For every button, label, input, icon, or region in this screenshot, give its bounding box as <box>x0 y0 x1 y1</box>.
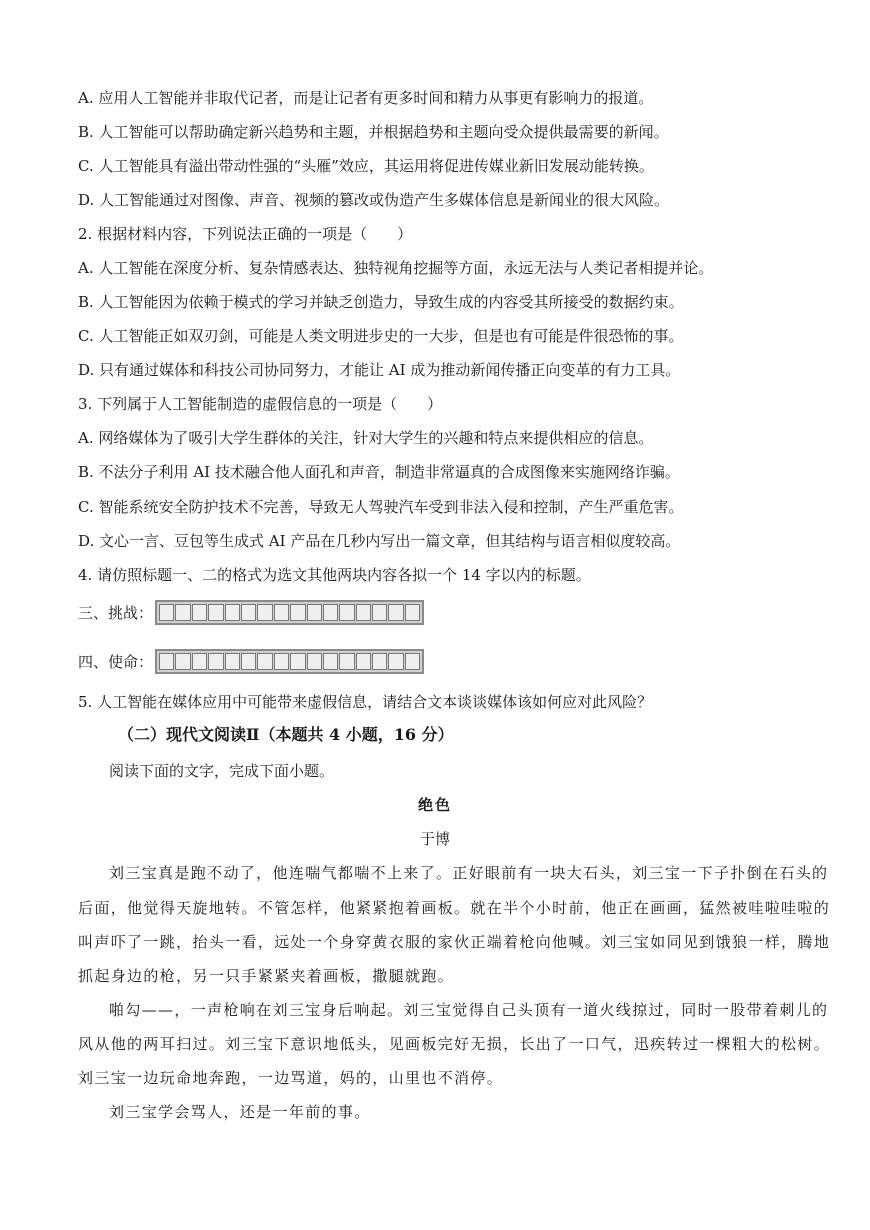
story-title: 绝色 <box>417 796 452 814</box>
story-line: 风从他的两耳扫过。刘三宝下意识地低头，见画板完好无损，长出了一口气，迅疾转过一棵粗大的松树。 <box>78 1035 831 1053</box>
q1-option-b: B. 人工智能可以帮助确定新兴趋势和主题，并根据趋势和主题向受众提供最需要的新闻。 <box>78 123 669 141</box>
q1-option-c: C. 人工智能具有溢出带动性强的“头雁”效应，其运用将促进传媒业新旧发展动能转换。 <box>78 157 654 175</box>
story-line: 刘三宝学会骂人，还是一年前的事。 <box>109 1103 371 1121</box>
q2-option-c: C. 人工智能正如双刃剑，可能是人类文明进步史的一大步，但是也有可能是件很恐怖的事。 <box>78 327 684 345</box>
blank-label-3: 三、挑战： <box>78 603 154 622</box>
section-heading: （二）现代文阅读Ⅱ（本题共 4 小题，16 分） <box>118 725 454 744</box>
answer-grid-3[interactable] <box>155 600 424 625</box>
answer-grid-4[interactable] <box>155 649 424 674</box>
q1-option-d: D. 人工智能通过对图像、声音、视频的篡改或伪造产生多媒体信息是新闻业的很大风险。 <box>78 191 670 209</box>
q3-stem: 3. 下列属于人工智能制造的虚假信息的一项是（ ） <box>78 395 443 413</box>
q2-option-d: D. 只有通过媒体和科技公司协同努力，才能让 AI 成为推动新闻传播正向变革的有力工具。 <box>78 361 681 379</box>
reading-instruction: 阅读下面的文字，完成下面小题。 <box>109 762 335 780</box>
q2-option-a: A. 人工智能在深度分析、复杂情感表达、独特视角挖掘等方面，永远无法与人类记者相提并论。 <box>78 259 714 277</box>
q2-option-b: B. 人工智能因为依赖于模式的学习并缺乏创造力，导致生成的内容受其所接受的数据约束。 <box>78 293 684 311</box>
story-line: 叫声吓了一跳，抬头一看，远处一个身穿黄衣服的家伙正端着枪向他喊。刘三宝如同见到饿狼一样，腾地 <box>78 933 831 951</box>
blank-label-4: 四、使命： <box>78 652 154 671</box>
q3-option-a: A. 网络媒体为了吸引大学生群体的关注，针对大学生的兴趣和特点来提供相应的信息。 <box>78 429 654 447</box>
q4-answer-row-4 <box>78 649 830 674</box>
q2-stem: 2. 根据材料内容，下列说法正确的一项是（ ） <box>78 225 413 243</box>
q3-option-b: B. 不法分子利用 AI 技术融合他人面孔和声音，制造非常逼真的合成图像来实施网络诈骗。 <box>78 463 680 481</box>
q3-option-c: C. 智能系统安全防护技术不完善，导致无人驾驶汽车受到非法入侵和控制，产生严重危害。 <box>78 498 684 516</box>
story-line: 啪勾——，一声枪响在刘三宝身后响起。刘三宝觉得自己头顶有一道火线掠过，同时一股带着刺儿的 <box>109 1001 829 1019</box>
story-line: 刘三宝真是跑不动了，他连喘气都喘不上来了。正好眼前有一块大石头，刘三宝一下子扑倒在石头的 <box>109 864 829 882</box>
story-line: 刘三宝一边玩命地奔跑，一边骂道，妈的，山里也不消停。 <box>78 1069 504 1087</box>
q5-stem: 5. 人工智能在媒体应用中可能带来虚假信息，请结合文本谈谈媒体该如何应对此风险？ <box>78 693 653 711</box>
q4-answer-row-3 <box>78 600 830 625</box>
q4-stem: 4. 请仿照标题一、二的格式为选文其他两块内容各拟一个 14 字以内的标题。 <box>78 566 591 584</box>
story-line: 抓起身边的枪，另一只手紧紧夹着画板，撒腿就跑。 <box>78 967 455 985</box>
story-line: 后面，他觉得天旋地转。不管怎样，他紧紧抱着画板。就在半个小时前，他正在画画，猛然被哇啦哇啦的 <box>78 899 831 917</box>
q1-option-a: A. 应用人工智能并非取代记者，而是让记者有更多时间和精力从事更有影响力的报道。 <box>78 89 654 107</box>
q3-option-d: D. 文心一言、豆包等生成式 AI 产品在几秒内写出一篇文章，但其结构与语言相似度较高。 <box>78 532 681 550</box>
story-author: 于博 <box>419 830 450 848</box>
